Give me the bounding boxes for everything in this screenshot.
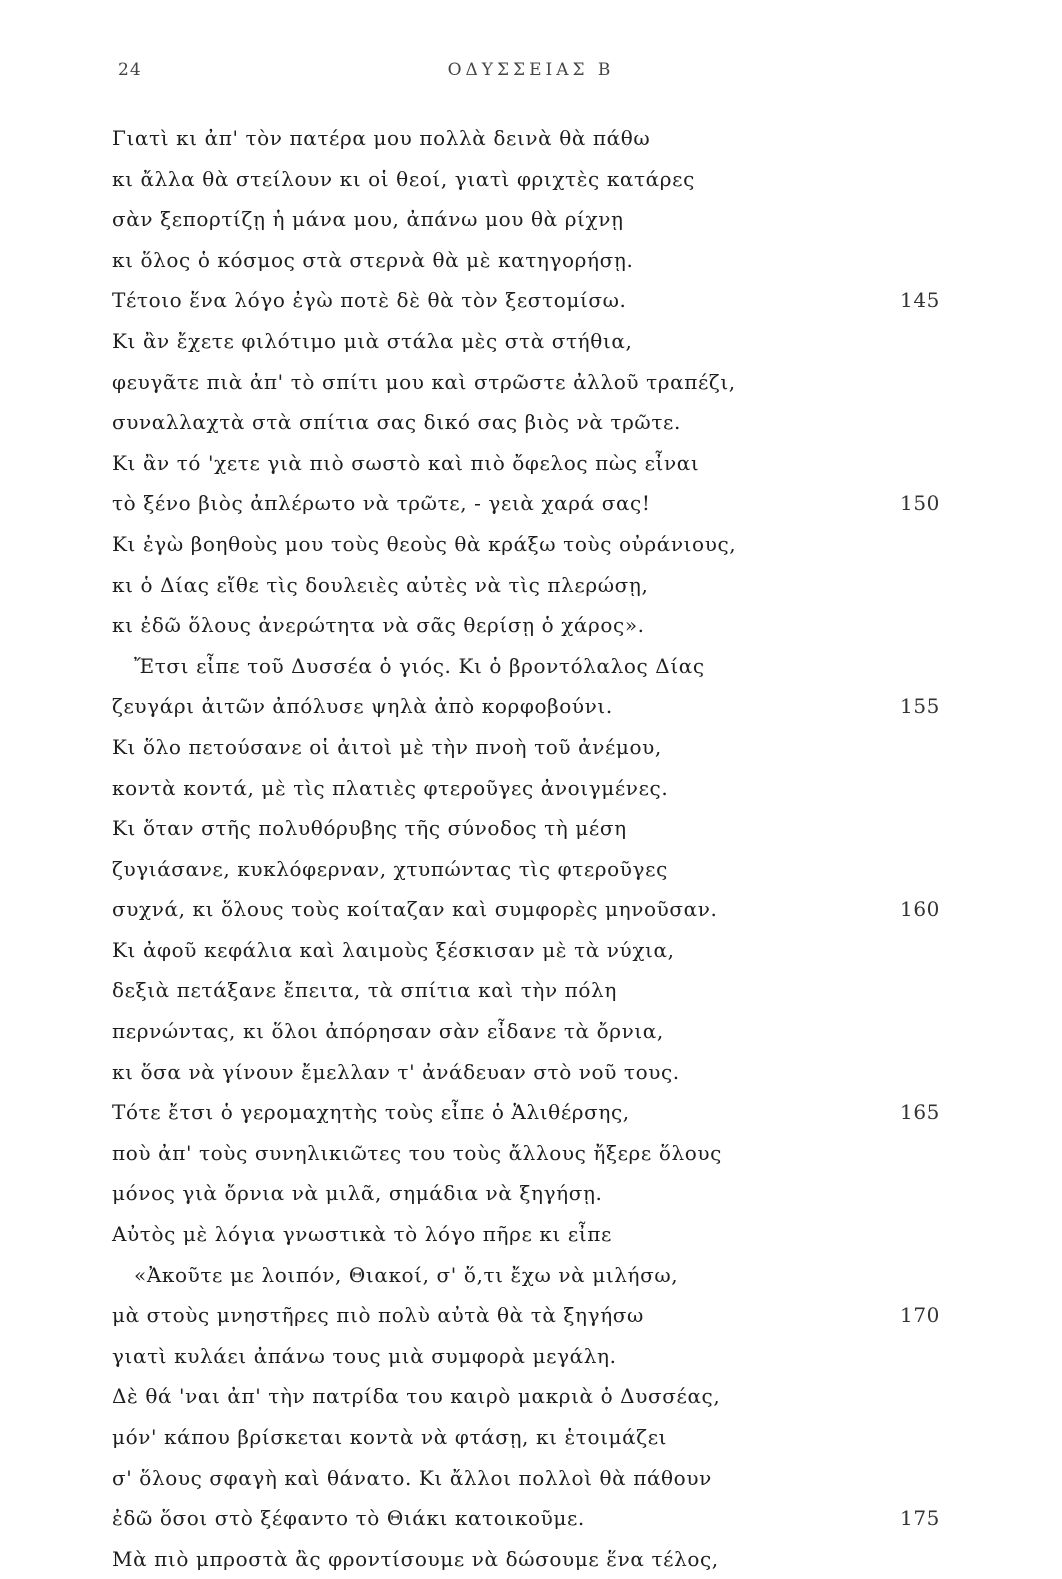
verse-text: Ἔτσι εἶπε τοῦ Δυσσέα ὁ γιός. Κι ὁ βροντόλαλος Δίας [134,653,705,678]
verse-line [112,970,972,1011]
verse-text: «Ἀκοῦτε με λοιπόν, Θιακοί, σ' ὅ,τι ἔχω νὰ μιλήσω, [134,1262,679,1287]
line-number: 150 [900,491,940,516]
verse-list [112,118,972,1579]
verse-line [112,1052,972,1093]
page-number: 24 [118,60,142,80]
verse-line [112,443,972,484]
verse-text: κι ὅλος ὁ κόσμος στὰ στερνὰ θὰ μὲ κατηγορήσῃ. [112,247,634,272]
verse-text: κι ὅσα νὰ γίνουν ἔμελλαν τ' ἀνάδευαν στὸ νοῦ τους. [112,1059,680,1084]
verse-line [112,1336,972,1377]
verse-line [112,565,972,606]
verse-line [112,402,972,443]
verse-text: Δὲ θά 'ναι ἀπ' τὴν πατρίδα του καιρὸ μακριὰ ὁ Δυσσέας, [112,1384,721,1409]
verse-line [112,849,972,890]
verse-line [112,483,972,524]
verse-line [112,199,972,240]
verse-line [112,1214,972,1255]
verse-text: Κι ἐγὼ βοηθοὺς μου τοὺς θεοὺς θὰ κράξω τοὺς οὐράνιους, [112,531,737,556]
verse-text: δεξιὰ πετάξανε ἔπειτα, τὰ σπίτια καὶ τὴν πόλη [112,978,617,1003]
verse-text: σὰν ξεπορτίζῃ ἡ μάνα μου, ἀπάνω μου θὰ ρίχνῃ [112,207,624,232]
line-number: 155 [900,694,940,719]
verse-text: περνώντας, κι ὅλοι ἀπόρησαν σὰν εἶδανε τὰ ὄρνια, [112,1019,664,1044]
verse-text: φευγᾶτε πιὰ ἀπ' τὸ σπίτι μου καὶ στρῶστε ἀλλοῦ τραπέζι, [112,369,736,394]
line-number: 165 [900,1100,940,1125]
verse-text: ἐδῶ ὅσοι στὸ ξέφαντο τὸ Θιάκι κατοικοῦμε. [112,1506,585,1531]
verse-line [112,240,972,281]
verse-line [112,930,972,971]
line-number: 170 [900,1303,940,1328]
verse-text: Γιατὶ κι ἀπ' τὸν πατέρα μου πολλὰ δεινὰ θὰ πάθω [112,126,651,150]
verse-line [112,605,972,646]
verse-line [112,646,972,687]
verse-text: Τέτοιο ἕνα λόγο ἐγὼ ποτὲ δὲ θὰ τὸν ξεστομίσω. [112,288,627,313]
verse-line [112,1458,972,1499]
verse-text: μὰ στοὺς μνηστῆρες πιὸ πολὺ αὐτὰ θὰ τὰ ξηγήσω [112,1303,644,1328]
verse-text: ζυγιάσανε, κυκλόφερναν, χτυπώντας τὶς φτεροῦγες [112,856,668,881]
verse-line [112,768,972,809]
verse-text: Τότε ἔτσι ὁ γερομαχητὴς τοὺς εἶπε ὁ Ἁλιθέρσης, [112,1100,630,1125]
verse-text: ζευγάρι ἀιτῶν ἀπόλυσε ψηλὰ ἀπὸ κορφοβούνι. [112,694,613,719]
verse-text: μόνος γιὰ ὄρνια νὰ μιλᾶ, σημάδια νὰ ξηγήσῃ. [112,1181,603,1206]
verse-text: κι ἄλλα θὰ στείλουν κι οἱ θεοί, γιατὶ φριχτὲς κατάρες [112,166,695,191]
verse-text: Κι ὅλο πετούσανε οἱ ἀιτοὶ μὲ τὴν πνοὴ τοῦ ἀνέμου, [112,734,662,759]
verse-line [112,1417,972,1458]
verse-line [112,808,972,849]
verse-line [112,159,972,200]
verse-line [112,1255,972,1296]
verse-line [112,1092,972,1133]
verse-line [112,1173,972,1214]
verse-text: Κι ἂν τό 'χετε γιὰ πιὸ σωστὸ καὶ πιὸ ὄφελος πὼς εἶναι [112,450,700,475]
verse-text: Κι ὅταν στῆς πολυθόρυβης τῆς σύνοδος τὴ μέση [112,816,627,841]
line-number: 160 [900,897,940,922]
line-number: 175 [900,1506,940,1531]
line-number: 145 [900,288,940,313]
verse-text: συχνά, κι ὅλους τοὺς κοίταζαν καὶ συμφορὲς μηνοῦσαν. [112,897,718,922]
verse-line [112,727,972,768]
running-head: ΟΔΥΣΣΕΙΑΣ Β [447,60,615,80]
verse-line [112,524,972,565]
verse-text: γιατὶ κυλάει ἀπάνω τους μιὰ συμφορὰ μεγάλη. [112,1343,617,1368]
verse-text: μόν' κάπου βρίσκεται κοντὰ νὰ φτάσῃ, κι ἑτοιμάζει [112,1425,668,1449]
verse-line [112,362,972,403]
verse-line [112,1539,972,1579]
verse-line [112,1498,972,1539]
verse-line [112,280,972,321]
verse-text: Αὐτὸς μὲ λόγια γνωστικὰ τὸ λόγο πῆρε κι εἶπε [112,1222,613,1247]
verse-line [112,889,972,930]
verse-text: σ' ὅλους σφαγὴ καὶ θάνατο. Κι ἄλλοι πολλοὶ θὰ πάθουν [112,1465,712,1490]
verse-line [112,1011,972,1052]
verse-text: κοντὰ κοντά, μὲ τὶς πλατιὲς φτεροῦγες ἀνοιγμένες. [112,775,669,800]
verse-line [112,686,972,727]
verse-text: τὸ ξένο βιὸς ἀπλέρωτο νὰ τρῶτε, - γειὰ χαρά σας! [112,491,651,516]
verse-text: κι ὁ Δίας εἴθε τὶς δουλειὲς αὐτὲς νὰ τὶς πλερώσῃ, [112,572,649,597]
verse-line [112,321,972,362]
verse-text: ποὺ ἀπ' τοὺς συνηλικιῶτες του τοὺς ἄλλους ἤξερε ὅλους [112,1140,722,1165]
verse-text: κι ἐδῶ ὅλους ἀνερώτητα νὰ σᾶς θερίσῃ ὁ χάρος». [112,613,645,638]
verse-text: Κι ἀφοῦ κεφάλια καὶ λαιμοὺς ξέσκισαν μὲ τὰ νύχια, [112,937,675,962]
verse-line [112,1133,972,1174]
verse-text: Κι ἂν ἔχετε φιλότιμο μιὰ στάλα μὲς στὰ στήθια, [112,328,633,353]
verse-line [112,1295,972,1336]
verse-text: Μὰ πιὸ μπροστὰ ἂς φροντίσουμε νὰ δώσουμε ἕνα τέλος, [112,1546,719,1571]
verse-line [112,118,972,159]
verse-text: συναλλαχτὰ στὰ σπίτια σας δικό σας βιὸς νὰ τρῶτε. [112,410,681,435]
verse-line [112,1376,972,1417]
